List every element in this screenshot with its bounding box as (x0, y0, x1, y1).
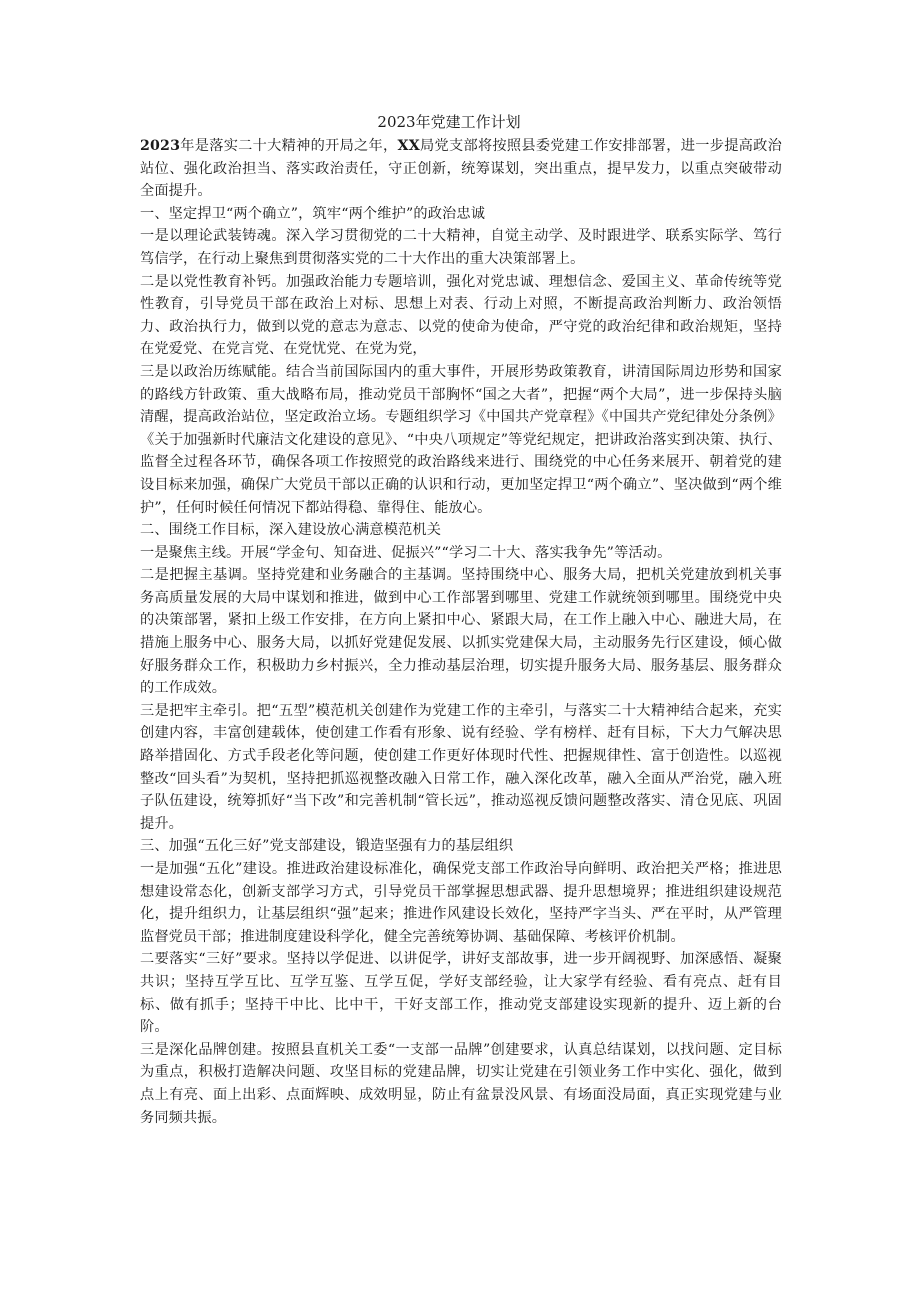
paragraph-3-1: 一是加强“五化”建设。推进政治建设标准化，确保党支部工作政治导向鲜明、政治把关严格；推进思想建设常态化，创新支部学习方式，引导党员干部掌握思想武器、提升思想境界；推进组织建设规范化，提升组织力，让基层组织“强”起来；推进作风建设长效化，坚持严字当头、严在平时，从严管理监督党员干部；推进制度建设科学化，健全完善统筹协调、基础保障、考核评价机制。 (140, 861, 782, 945)
intro-org: XX (397, 138, 420, 154)
paragraph-1-2: 二是以党性教育补钙。加强政治能力专题培训，强化对党忠诚、理想信念、爱国主义、革命传统等党性教育，引导党员干部在政治上对标、思想上对表、行动上对照，不断提高政治判断力、政治领悟力、政治执行力，做到以党的意志为意志、以党的使命为使命，严守党的政治纪律和政治规矩，坚持在党爱党、在党言党、在党忧党、在党为党， (140, 273, 782, 358)
section-heading-3: 三、加强“五化三好”党支部建设，锻造坚强有力的基层组织 (140, 838, 514, 855)
intro-text-b: 局党支部将按照县委党建工作安排部署，进一步提高政治站位、强化政治担当、落实政治责任，守正创新，统筹谋划，突出重点，提早发力，以重点突破带动全面提升。 (140, 138, 782, 200)
intro-paragraph (140, 135, 782, 203)
paragraph-3-2: 二要落实“三好”要求。坚持以学促进、以讲促学，讲好支部故事，进一步开阔视野、加深感悟、凝聚共识；坚持互学互比、互学互鉴、互学互促，学好支部经验，让大家学有经验、看有亮点、赶有目标、做有抓手；坚持干中比、比中干，干好支部工作，推动党支部建设实现新的提升、迈上新的台阶。 (140, 951, 782, 1036)
section-heading-2: 二、围绕工作目标，深入建设放心满意模范机关 (140, 522, 442, 539)
paragraph-1-3: 三是以政治历练赋能。结合当前国际国内的重大事件，开展形势政策教育，讲清国际周边形势和国家的路线方针政策、重大战略布局，推动党员干部胸怀“国之大者”，把握“两个大局”，进一步保持头脑清醒，提高政治站位，坚定政治立场。专题组织学习《中国共产党章程》《中国共产党纪律处分条例》《关于加强新时代廉洁文化建设的意见》、“中央八项规定”等党纪规定，把讲政治落实到决策、执行、监督全过程各环节，确保各项工作按照党的政治路线来进行、围绕党的中心任务来展开、朝着党的建设目标来加强，确保广大党员干部以正确的认识和行动，更加坚定捍卫“两个确立”、坚决做到“两个维护”，任何时候任何情况下都站得稳、靠得住、能放心。 (140, 363, 782, 516)
paragraph-3-3: 三是深化品牌创建。按照县直机关工委“一支部一品牌”创建要求，认真总结谋划，以找问题、定目标为重点，积极打造解决问题、攻坚目标的党建品牌，切实让党建在引领业务工作中实化、强化，做到点上有亮、面上出彩、点面辉映、成效明显，防止有盆景没风景、有场面没局面，真正实现党建与业务同频共振。 (140, 1041, 782, 1126)
intro-year: 2023 (140, 138, 181, 154)
paragraph-2-1: 一是聚焦主线。开展“学金句、知奋进、促振兴”“学习二十大、落实我争先”等活动。 (140, 544, 672, 561)
intro-text-a: 年是落实二十大精神的开局之年， (180, 138, 398, 154)
document-page (140, 111, 782, 1129)
paragraph-2-3: 三是把牢主牵引。把“五型”模范机关创建作为党建工作的主牵引，与落实二十大精神结合起来，充实创建内容，丰富创建载体，使创建工作看有形象、说有经验、学有榜样、赶有目标，下大力气解决思路举措固化、方式手段老化等问题，使创建工作更好体现时代性、把握规律性、富于创造性。以巡视整改“回头看”为契机，坚持把抓巡视整改融入日常工作，融入深化改革，融入全面从严治党，融入班子队伍建设，统筹抓好“当下改”和完善机制“管长远”，推动巡视反馈问题整改落实、清仓见底、巩固提升。 (140, 702, 782, 832)
document-title: 2023年党建工作计划 (377, 113, 521, 131)
section-heading-1: 一、坚定捍卫“两个确立”，筑牢“两个维护”的政治忠诚 (140, 205, 486, 222)
paragraph-2-2: 二是把握主基调。坚持党建和业务融合的主基调。坚持围绕中心、服务大局，把机关党建放到机关事务高质量发展的大局中谋划和推进，做到中心工作部署到哪里、党建工作就统领到哪里。围绕党中央的决策部署，紧扣上级工作安排，在方向上紧扣中心、紧跟大局，在工作上融入中心、融进大局，在措施上服务中心、服务大局，以抓好党建促发展、以抓实党建保大局，主动服务先行区建设，倾心做好服务群众工作，积极助力乡村振兴，全力推动基层治理，切实提升服务大局、服务基层、服务群众的工作成效。 (140, 567, 782, 697)
paragraph-1-1: 一是以理论武装铸魂。深入学习贯彻党的二十大精神，自觉主动学、及时跟进学、联系实际学、笃行笃信学，在行动上聚焦到贯彻落实党的二十大作出的重大决策部署上。 (140, 228, 782, 267)
